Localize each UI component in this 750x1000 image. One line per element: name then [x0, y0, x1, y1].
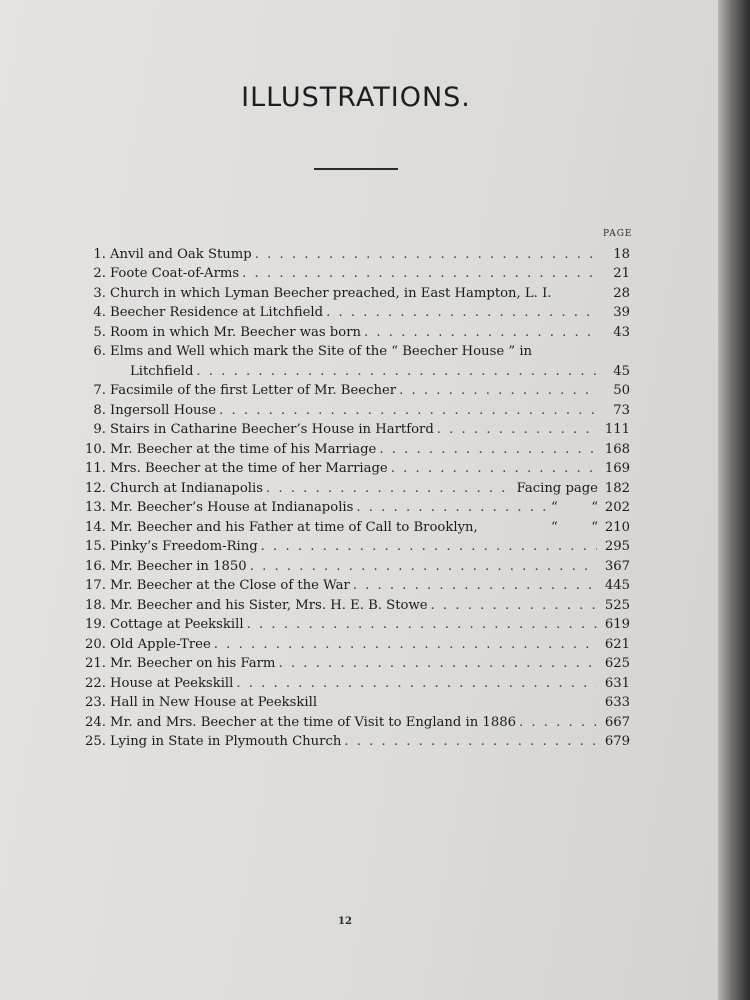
list-item: 12. Church at Indianapolis . . . Facing page 182: [82, 476, 630, 496]
title-rule: [314, 168, 398, 170]
dot-leader: [250, 559, 597, 574]
dot-leader: [356, 500, 548, 515]
dot-leader: [236, 676, 597, 691]
list-item: 5. Room in which Mr. Beecher was born . . . 43: [82, 320, 630, 340]
list-item: 1. Anvil and Oak Stump . . . 18: [82, 242, 630, 262]
dot-leader: [255, 247, 597, 262]
list-item: 13. Mr. Beecher’s House at Indianapolis . . . “ “ 202: [82, 496, 630, 516]
illustrations-list: [82, 242, 630, 749]
dot-leader: [344, 734, 597, 749]
dot-leader: [364, 325, 597, 340]
list-item: 11. Mrs. Beecher at the time of her Marriage . . . 169: [82, 457, 630, 477]
dot-leader: [196, 364, 597, 379]
page-number: 12: [338, 916, 352, 927]
dot-leader: [278, 656, 597, 671]
list-item: 20. Old Apple-Tree . . . 621: [82, 632, 630, 652]
list-item: 16. Mr. Beecher in 1850 . . . 367: [82, 554, 630, 574]
page-column-header: PAGE: [603, 229, 633, 239]
list-item: 19. Cottage at Peekskill . . . 619: [82, 613, 630, 633]
list-item: 24. Mr. and Mrs. Beecher at the time of Visit to England in 1886 . . . 667: [82, 710, 630, 730]
list-item: 25. Lying in State in Plymouth Church . . . 679: [82, 730, 630, 750]
list-item: 8. Ingersoll House . . . 73: [82, 398, 630, 418]
dot-leader: [353, 578, 597, 593]
list-item: 2. Foote Coat-of-Arms . . . 21: [82, 262, 630, 282]
list-item: 17. Mr. Beecher at the Close of the War . . . 445: [82, 574, 630, 594]
book-edge: [718, 0, 750, 1000]
dot-leader: [214, 637, 597, 652]
list-item: 18. Mr. Beecher and his Sister, Mrs. H. E. B. Stowe . . . 525: [82, 593, 630, 613]
list-item: 9. Stairs in Catharine Beecher’s House in Hartford . . . 111: [82, 418, 630, 438]
page-title: ILLUSTRATIONS.: [241, 82, 471, 113]
dot-leader: [379, 442, 597, 457]
dot-leader: [242, 266, 597, 281]
dot-leader: [261, 539, 597, 554]
dot-leader: [326, 305, 597, 320]
list-item: 6. Elms and Well which mark the Site of the “ Beecher House ” in Litchfield . . . 45: [82, 340, 630, 379]
dot-leader: [431, 598, 597, 613]
list-item: 15. Pinky’s Freedom-Ring . . . 295: [82, 535, 630, 555]
list-item: 23. Hall in New House at Peekskill 633: [85, 695, 630, 710]
dot-leader: [219, 403, 597, 418]
list-item: 7. Facsimile of the first Letter of Mr. Beecher . . . 50: [82, 379, 630, 399]
dot-leader: [437, 422, 597, 437]
list-item: 4. Beecher Residence at Litchfield . . . 39: [82, 301, 630, 321]
dot-leader: [391, 461, 597, 476]
dot-leader: [266, 481, 514, 496]
list-item: 22. House at Peekskill . . . 631: [82, 671, 630, 691]
dot-leader: [519, 715, 597, 730]
list-item: 14. Mr. Beecher and his Father at time of Call to Brooklyn, “ “ 210: [85, 519, 630, 535]
list-item: 3. Church in which Lyman Beecher preached, in East Hampton, L. I. 28: [93, 285, 630, 301]
dot-leader: [247, 617, 597, 632]
list-item: 10. Mr. Beecher at the time of his Marriage . . . 168: [82, 437, 630, 457]
list-item: 21. Mr. Beecher on his Farm . . . 625: [82, 652, 630, 672]
dot-leader: [399, 383, 597, 398]
